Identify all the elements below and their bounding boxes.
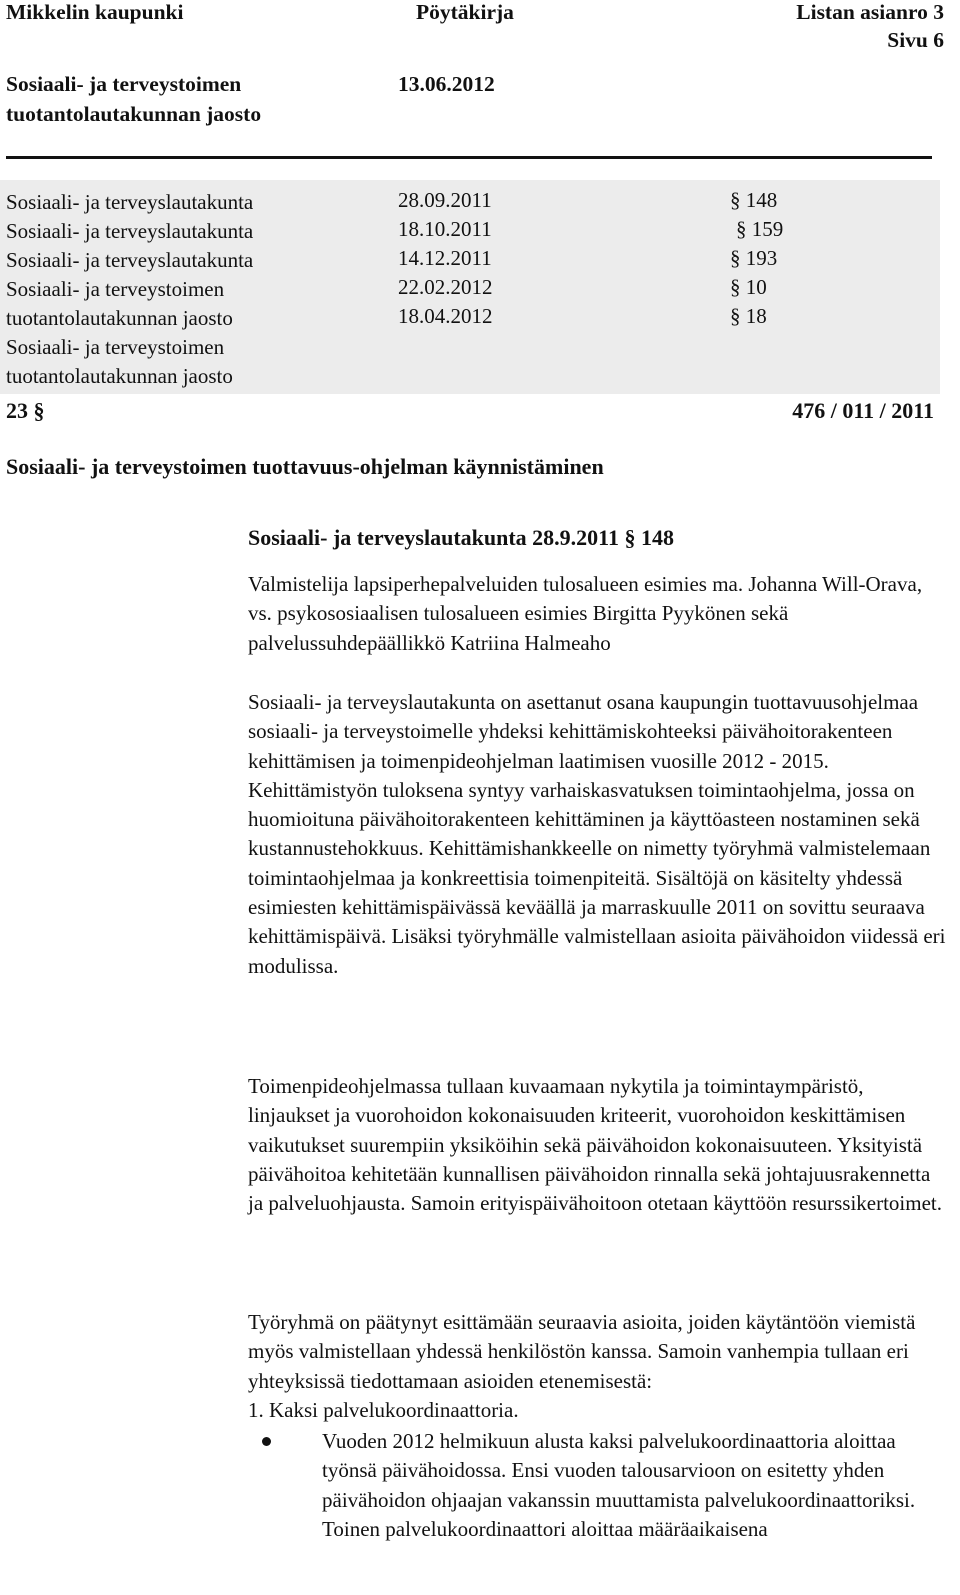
history-body: Sosiaali- ja terveystoimen bbox=[6, 277, 225, 301]
bullet-list bbox=[248, 1427, 948, 1544]
diary-number: 476 / 011 / 2011 bbox=[792, 398, 934, 423]
history-section: § 18 bbox=[730, 304, 767, 328]
history-date: 28.09.2011 bbox=[398, 188, 492, 212]
page-number: Sivu 6 bbox=[887, 28, 944, 52]
history-date: 14.12.2011 bbox=[398, 246, 492, 270]
list-item: Vuoden 2012 helmikuun alusta kaksi palvelukoordinaattoria aloittaa työnsä päivähoidossa. Ensi vuoden talousarvioon on esitetty yhden päivähoidon ohjaajan vakanssin muuttamista palvelukoordinaattoriksi. Toinen palvelukoordinaattori aloittaa määräaikaisena bbox=[248, 1427, 948, 1544]
history-date: 18.10.2011 bbox=[398, 217, 492, 241]
history-section: § 148 bbox=[730, 188, 778, 212]
bullet-icon bbox=[262, 1437, 271, 1446]
city-name: Mikkelin kaupunki bbox=[6, 0, 184, 24]
history-section: § 10 bbox=[730, 275, 767, 299]
numbered-item: 1. Kaksi palvelukoordinaattoria. bbox=[248, 1397, 519, 1422]
committee-name-line1: Sosiaali- ja terveystoimen bbox=[6, 72, 242, 96]
history-body: tuotantolautakunnan jaosto bbox=[6, 306, 233, 330]
background-paragraph: Sosiaali- ja terveyslautakunta on asettanut osana kaupungin tuottavuusohjelmaa sosiaali- ja terveystoimelle yhdeksi kehittämiskohteeksi päivähoitorakenteen kehittämisen ja toimenpideohjelman laatimisen vuosille 2012 - 2015. Kehittämistyön tuloksena syntyy varhaiskasvatuksen toimintaohjelma, jossa on huomioituna päivähoitorakenteen kehittäminen ja käyttöasteen nostaminen sekä kustannustehokkuus. Kehittämishankkeelle on nimetty työryhmä valmistelemaan toimintaohjelmaa ja konkreettisia toimenpiteitä. Sisältöjä on käsitelty yhdessä esimiesten kehittämispäivässä keväällä ja marraskuulle 2011 on sovittu seuraava kehittämispäivä. Lisäksi työryhmälle valmistellaan asioita päivähoidon viidessä eri modulissa. bbox=[248, 690, 946, 978]
history-section: § 159 bbox=[736, 217, 784, 241]
proposal-paragraph: Työryhmä on päätynyt esittämään seuraavia asioita, joiden käytäntöön viemistä myös valmistellaan yhdessä henkilöstön kanssa. Samoin vanhempia tullaan eri yhteyksissä tiedottamaan asioiden etenemisestä: 1. Kaksi palvelukoordinaattoria. bbox=[248, 1308, 948, 1425]
history-body: Sosiaali- ja terveyslautakunta bbox=[6, 190, 254, 214]
history-body: Sosiaali- ja terveystoimen bbox=[6, 335, 225, 359]
history-date: 18.04.2012 bbox=[398, 304, 493, 328]
history-body: Sosiaali- ja terveyslautakunta bbox=[6, 219, 254, 243]
committee-name-line2: tuotantolautakunnan jaosto bbox=[6, 102, 262, 126]
action-plan-paragraph: Toimenpideohjelmassa tullaan kuvaamaan nykytila ja toimintaympäristö, linjaukset ja vuorohoidon kokonaisuuden kriteerit, vuorohoidon keskittämisen vaikutukset suurempiin yksiköihin sekä päivähoidon kokonaisuuteen. Yksityistä päivähoitoa kehitetään kunnallisen päivähoidon rinnalla sekä johtajuusrakennetta ja palveluohjausta. Samoin erityispäivähoitoon otetaan käyttöön resurssikertoimet. bbox=[248, 1074, 943, 1216]
history-body: tuotantolautakunnan jaosto bbox=[6, 364, 233, 388]
meeting-date: 13.06.2012 bbox=[398, 72, 495, 96]
preparer-paragraph: Valmistelija lapsiperhepalveluiden tulosalueen esimies ma. Johanna Will-Orava, vs. psykososiaalisen tulosalueen esimies Birgitta Pyykönen sekä palvelussuhdepäällikkö Katriina Halmeaho bbox=[248, 572, 923, 655]
history-body: Sosiaali- ja terveyslautakunta bbox=[6, 248, 254, 272]
history-section: § 193 bbox=[730, 246, 778, 270]
history-date: 22.02.2012 bbox=[398, 275, 493, 299]
meeting-reference: Sosiaali- ja terveyslautakunta 28.9.2011 § 148 bbox=[248, 525, 674, 550]
header-divider bbox=[6, 156, 932, 159]
item-number: 23 § bbox=[6, 398, 45, 423]
list-item-number: Listan asianro 3 bbox=[796, 0, 944, 24]
document-type: Pöytäkirja bbox=[416, 0, 514, 24]
processing-history bbox=[0, 180, 940, 394]
item-title: Sosiaali- ja terveystoimen tuottavuus-ohjelman käynnistäminen bbox=[6, 454, 604, 479]
